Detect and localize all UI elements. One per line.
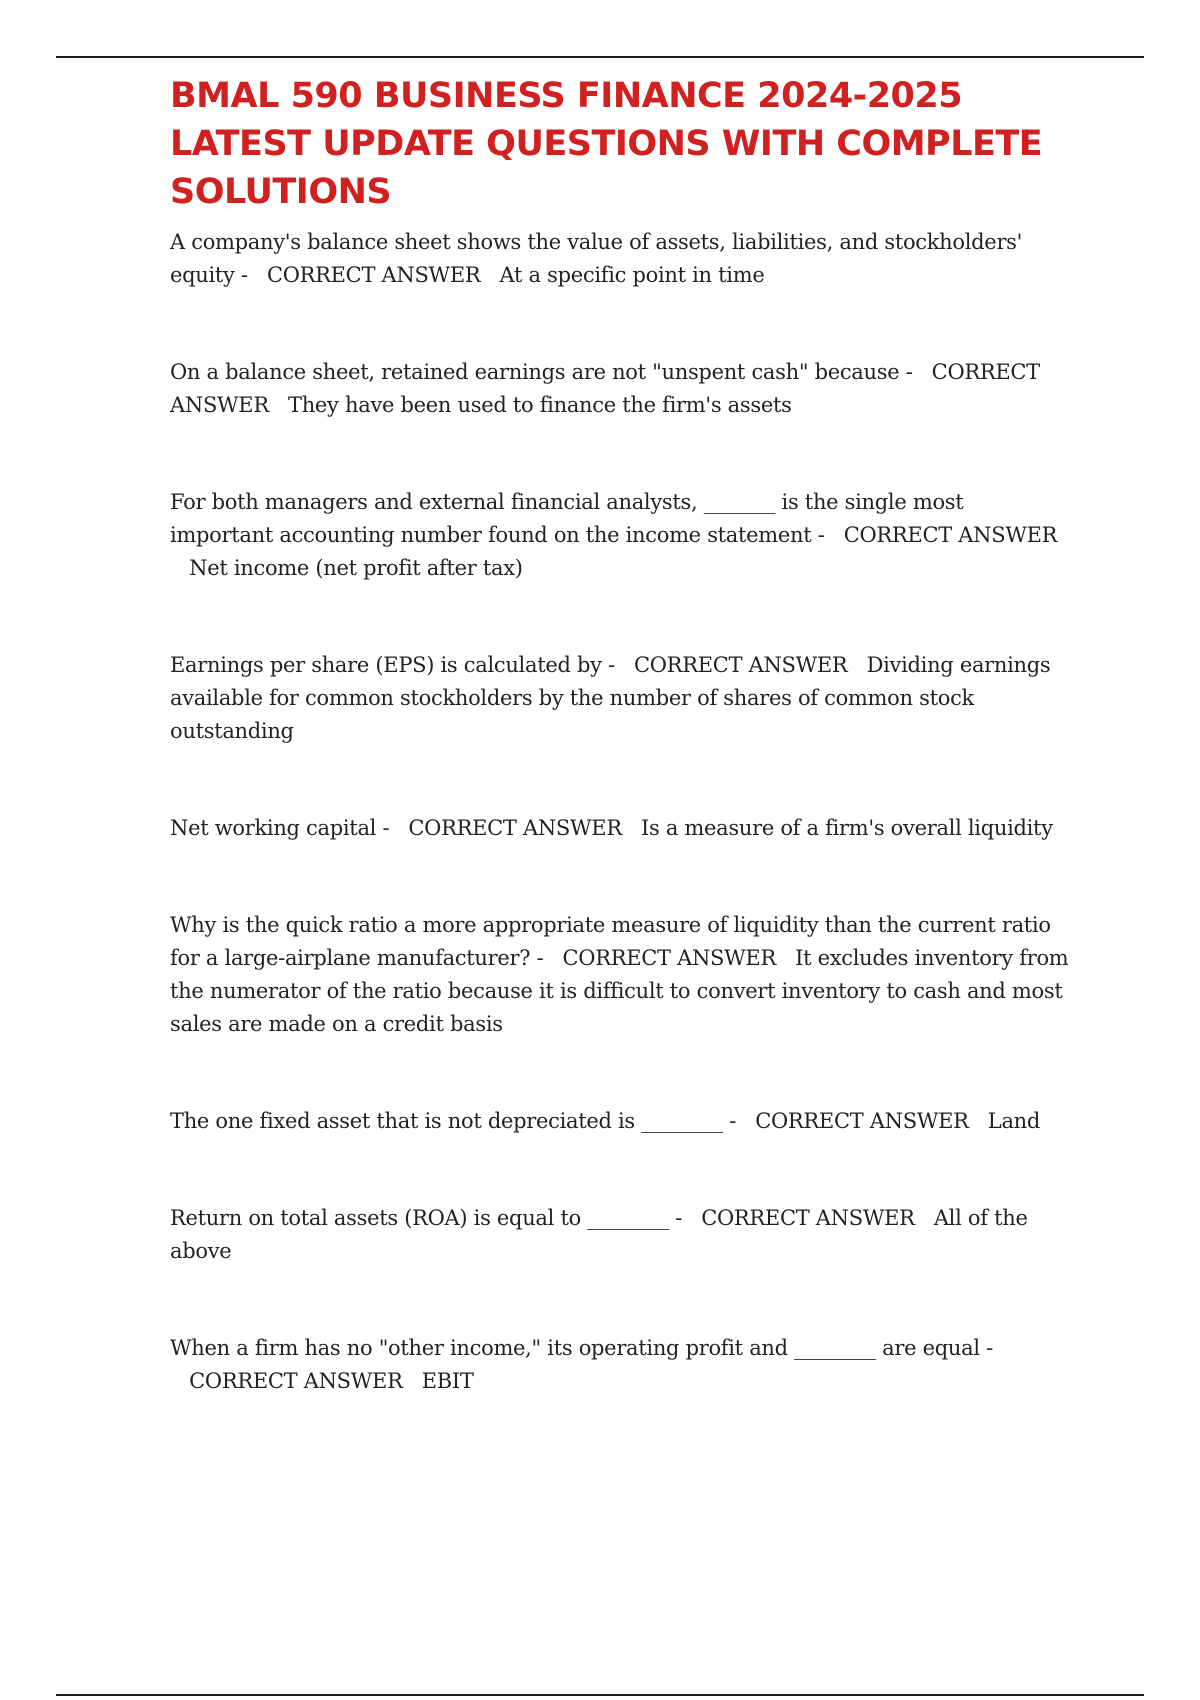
answer-text: At a specific point in time bbox=[499, 263, 765, 287]
question-text: On a balance sheet, retained earnings are not "unspent cash" because - bbox=[170, 360, 913, 384]
qa-item bbox=[170, 1202, 1070, 1268]
question-text: The one fixed asset that is not depreciated is ________ - bbox=[170, 1109, 737, 1133]
answer-text: Is a measure of a firm's overall liquidity bbox=[640, 816, 1053, 840]
answer-label: CORRECT ANSWER bbox=[634, 653, 848, 677]
answer-label: CORRECT ANSWER bbox=[189, 1369, 403, 1393]
question-text: Net working capital - bbox=[170, 816, 390, 840]
answer-text: Dividing earnings available for common stockholders by the number of shares of common stock outstanding bbox=[170, 653, 1051, 743]
question-text: Why is the quick ratio a more appropriate measure of liquidity than the current ratio for a large-airplane manufacturer? - bbox=[170, 913, 1051, 970]
answer-label: CORRECT ANSWER bbox=[266, 263, 481, 287]
answer-text: All of the above bbox=[170, 1206, 1028, 1263]
answer-label: CORRECT ANSWER bbox=[170, 360, 1040, 417]
qa-item bbox=[170, 909, 1070, 1041]
document-page bbox=[170, 72, 1070, 1462]
qa-item bbox=[170, 812, 1070, 845]
answer-text: Land bbox=[987, 1109, 1041, 1133]
qa-item bbox=[170, 226, 1070, 292]
qa-item bbox=[170, 649, 1070, 748]
answer-text: It excludes inventory from the numerator of the ratio because it is difficult to convert inventory to cash and most sales are made on a credit basis bbox=[170, 946, 1069, 1036]
qa-item bbox=[170, 486, 1070, 585]
question-text: Return on total assets (ROA) is equal to ________ - bbox=[170, 1206, 683, 1230]
qa-list bbox=[170, 226, 1070, 1398]
answer-label: CORRECT ANSWER bbox=[562, 946, 776, 970]
answer-text: EBIT bbox=[421, 1369, 474, 1393]
document-title: BMAL 590 BUSINESS FINANCE 2024-2025 LATEST UPDATE QUESTIONS WITH COMPLETE SOLUTIONS bbox=[170, 76, 1043, 212]
answer-text: Net income (net profit after tax) bbox=[189, 556, 523, 580]
question-text: For both managers and external financial analysts, _______ is the single most important accounting number found on the income statement - bbox=[170, 490, 964, 547]
question-text: When a firm has no "other income," its operating profit and ________ are equal - bbox=[170, 1336, 993, 1360]
answer-label: CORRECT ANSWER bbox=[408, 816, 622, 840]
question-text: Earnings per share (EPS) is calculated by - bbox=[170, 653, 615, 677]
top-rule bbox=[56, 56, 1144, 58]
qa-item bbox=[170, 1105, 1070, 1138]
question-text: A company's balance sheet shows the value of assets, liabilities, and stockholders' equity - bbox=[170, 230, 1023, 287]
answer-text: They have been used to finance the firm's assets bbox=[288, 393, 792, 417]
qa-item bbox=[170, 356, 1070, 422]
answer-label: CORRECT ANSWER bbox=[843, 523, 1058, 547]
answer-label: CORRECT ANSWER bbox=[755, 1109, 969, 1133]
qa-item bbox=[170, 1332, 1070, 1398]
answer-label: CORRECT ANSWER bbox=[701, 1206, 915, 1230]
bottom-rule bbox=[56, 1694, 1144, 1696]
